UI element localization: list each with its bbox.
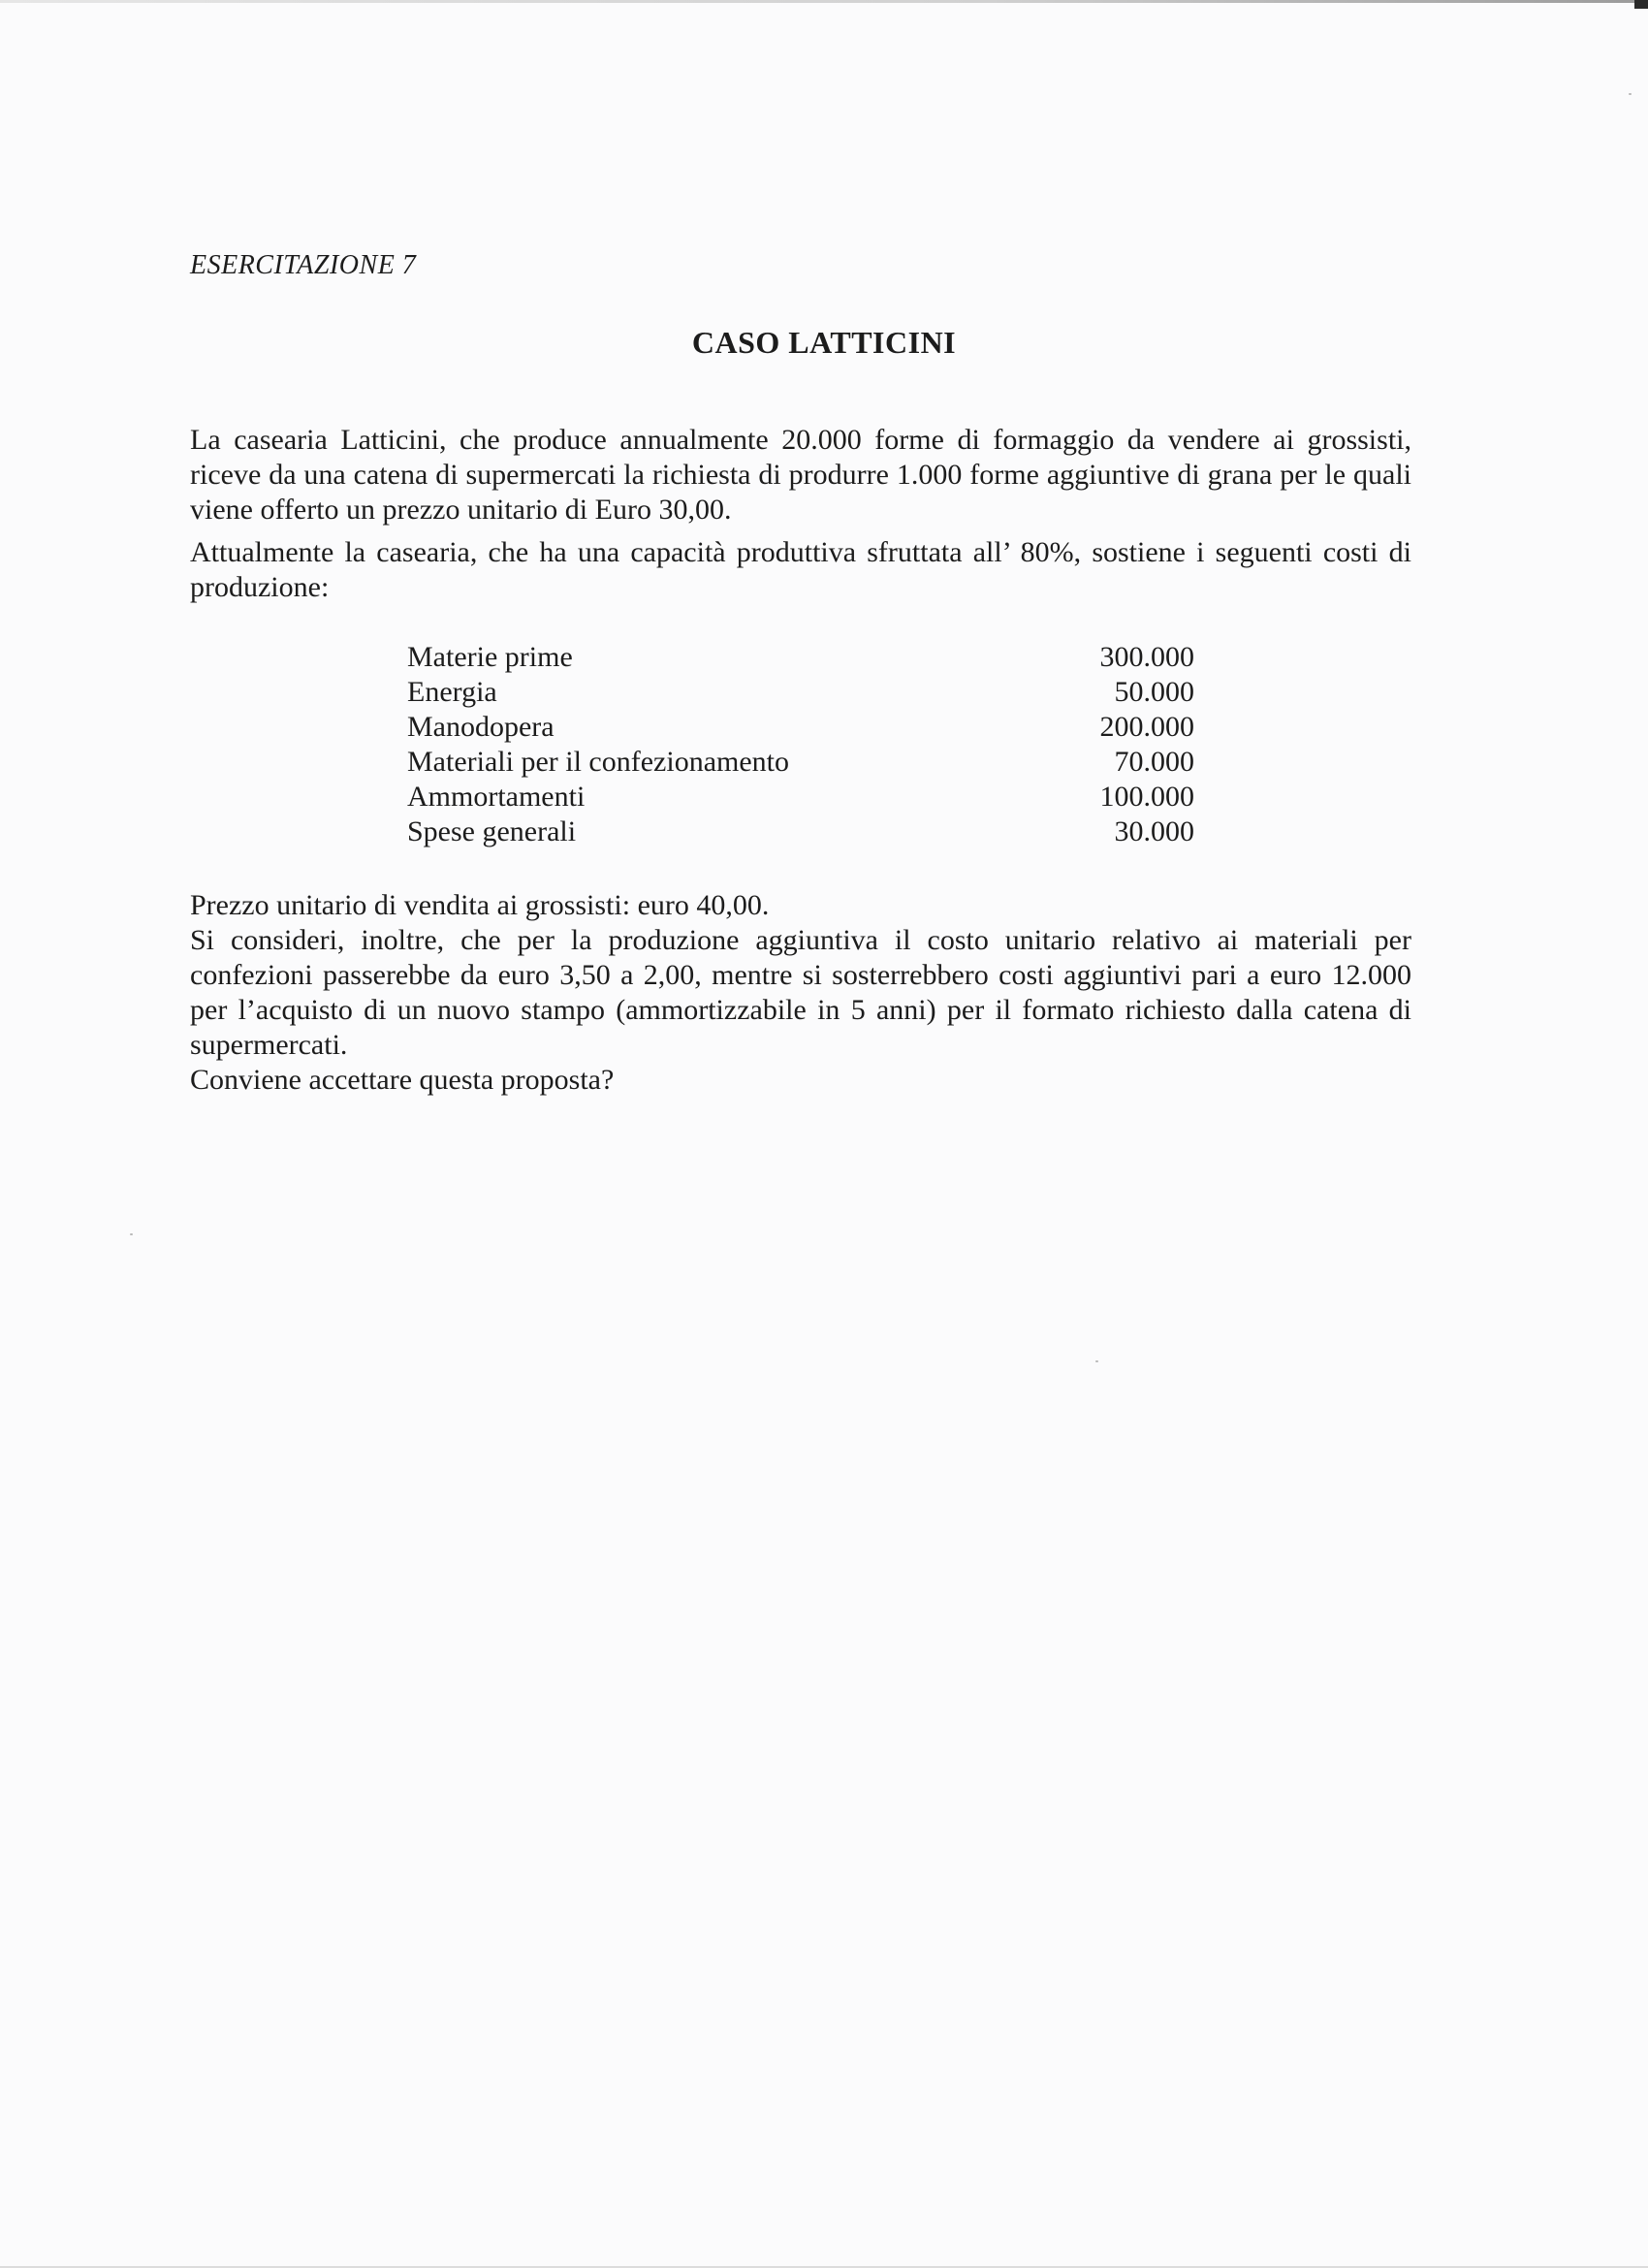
table-row — [407, 710, 1194, 745]
capacity-paragraph: Attualmente la casearia, che ha una capacità produttiva sfruttata all’ 80%, sostiene i seguenti costi di produzione: — [190, 536, 1411, 603]
scan-speck — [1629, 93, 1632, 95]
production-costs-table — [407, 640, 1194, 849]
cost-item: Materiali per il confezionamento — [407, 746, 789, 778]
table-row — [407, 640, 1194, 675]
cost-amount: 50.000 — [1114, 676, 1194, 708]
price-paragraph: Prezzo unitario di vendita ai grossisti: euro 40,00. — [190, 889, 770, 921]
cost-amount: 70.000 — [1114, 746, 1194, 778]
scan-corner-mark — [1634, 0, 1648, 9]
exercise-label: ESERCITAZIONE 7 — [190, 250, 417, 280]
cost-amount: 100.000 — [1099, 781, 1194, 813]
consider-paragraph: Si consideri, inoltre, che per la produzione aggiuntiva il costo unitario relativo ai materiali per confezioni passerebbe da euro 3,50 a 2,00, mentre si sosterrebbero costi aggiuntivi pari a euro 12.000 per l’acquisto di un nuovo stampo (ammortizzabile in 5 anni) per il formato richiesto dalla catena di supermercati. — [190, 924, 1411, 1061]
cost-item: Energia — [407, 676, 497, 708]
cost-amount: 30.000 — [1114, 815, 1194, 847]
cost-item: Spese generali — [407, 815, 577, 847]
table-row — [407, 675, 1194, 710]
table-row — [407, 745, 1194, 780]
cost-amount: 300.000 — [1099, 641, 1194, 673]
table-row — [407, 780, 1194, 815]
intro-paragraph: La casearia Latticini, che produce annualmente 20.000 forme di formaggio da vendere ai grossisti, riceve da una catena di supermercati la richiesta di produrre 1.000 forme aggiuntive di grana per le quali viene offerto un prezzo unitario di Euro 30,00. — [190, 424, 1411, 526]
scan-speck — [130, 1233, 133, 1235]
scan-speck — [1095, 1360, 1098, 1362]
page-title: CASO LATTICINI — [691, 325, 957, 360]
question-paragraph: Conviene accettare questa proposta? — [190, 1064, 615, 1096]
cost-amount: 200.000 — [1099, 711, 1194, 743]
scan-top-edge — [0, 0, 1648, 3]
table-row — [407, 815, 1194, 849]
cost-item: Materie prime — [407, 641, 573, 673]
cost-item: Ammortamenti — [407, 781, 586, 813]
cost-item: Manodopera — [407, 711, 555, 743]
